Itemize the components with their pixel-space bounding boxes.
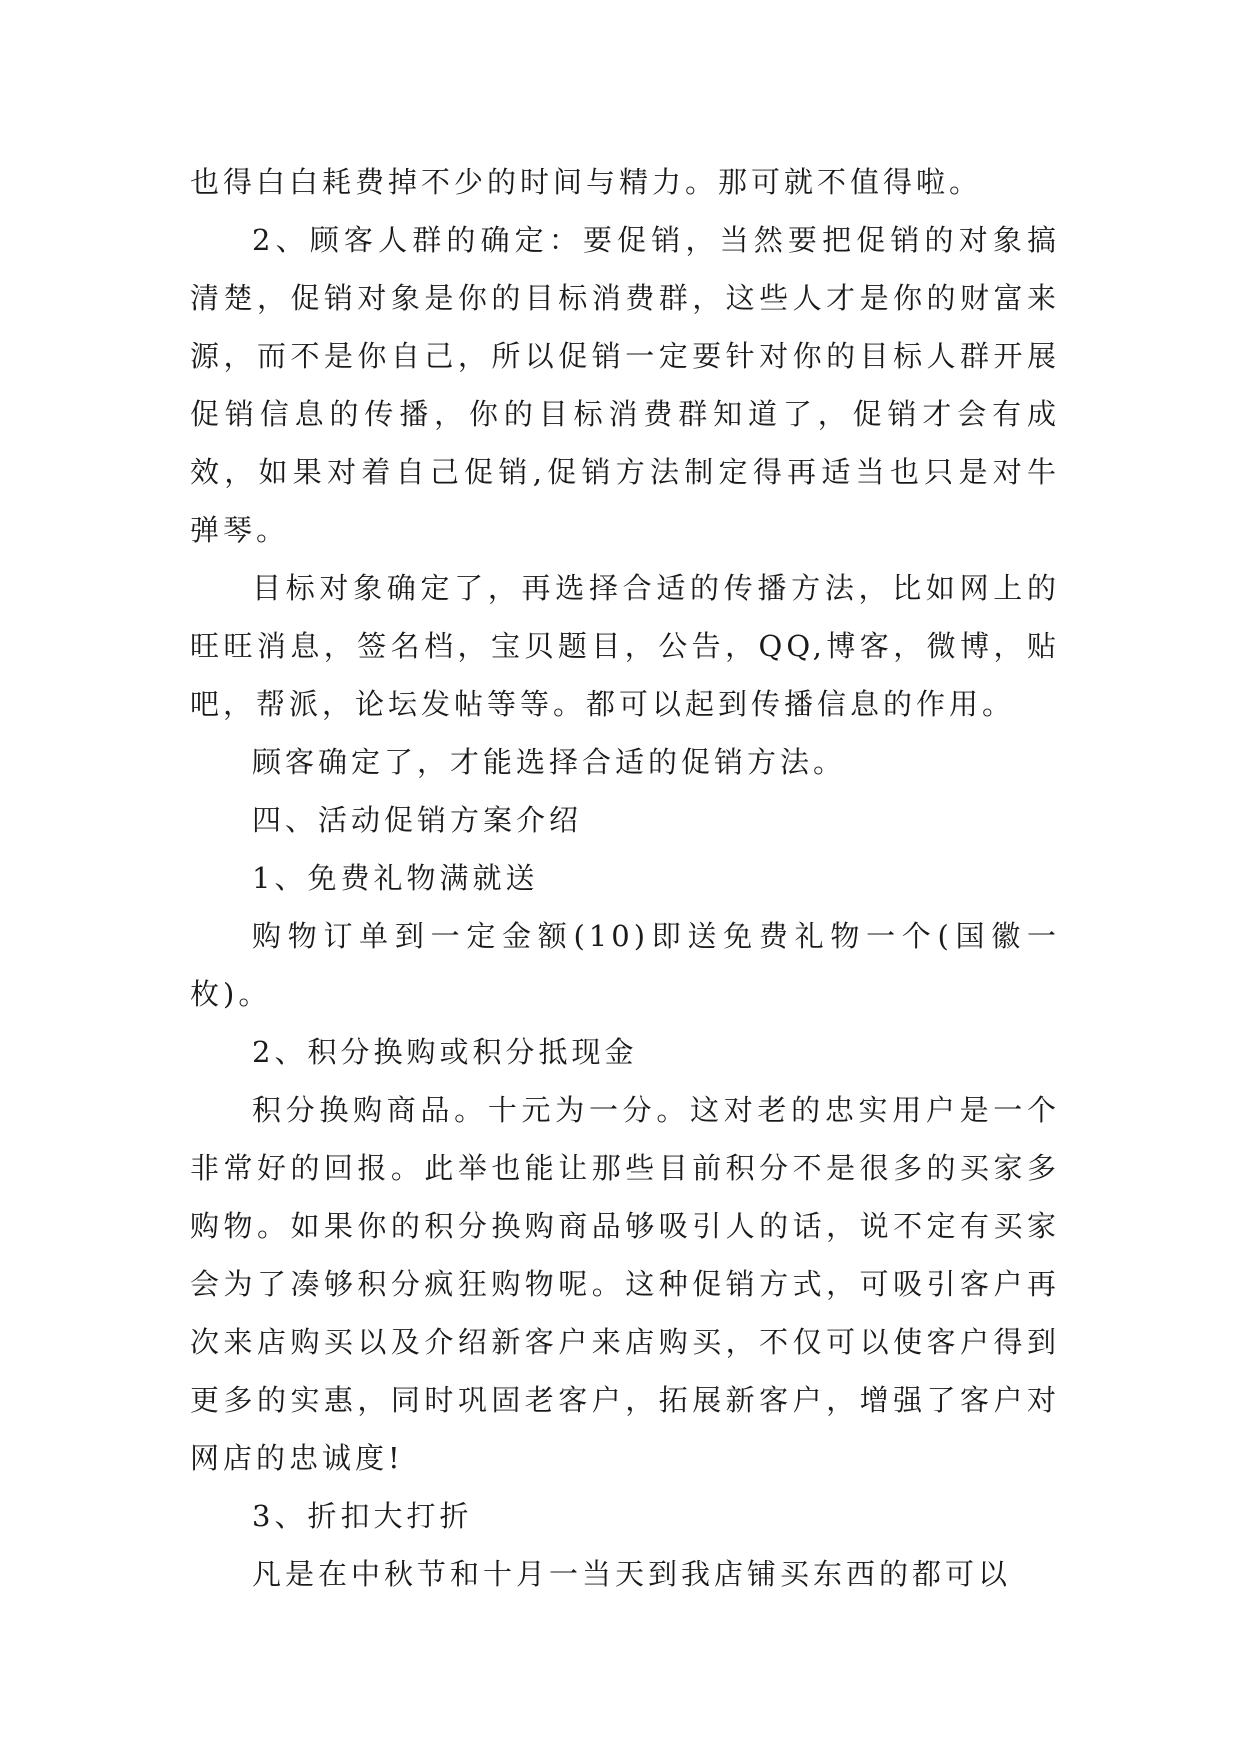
paragraph-free-gift: 购物订单到一定金额(10)即送免费礼物一个(国徽一枚)。 (190, 919, 1060, 1011)
paragraph-target-channels: 目标对象确定了，再选择合适的传播方法，比如网上的旺旺消息，签名档，宝贝题目，公告，QQ,博客，微博，贴吧，帮派，论坛发帖等等。都可以起到传播信息的作用。 (190, 571, 1060, 721)
paragraph-continuation: 也得白白耗费掉不少的时间与精力。那可就不值得啦。 (190, 165, 983, 199)
subheading-free-gift: 1、免费礼物满就送 (252, 861, 539, 895)
subheading-points: 2、积分换购或积分抵现金 (252, 1035, 638, 1069)
paragraph-customer-group: 2、顾客人群的确定：要促销，当然要把促销的对象搞清楚，促销对象是你的目标消费群，这些人才是你的财富来源，而不是你自己，所以促销一定要针对你的目标人群开展促销信息的传播，你的目标消费群知道了，促销才会有成效，如果对着自己促销,促销方法制定得再适当也只是对牛弹琴。 (190, 223, 1060, 547)
paragraph-points: 积分换购商品。十元为一分。这对老的忠实用户是一个非常好的回报。此举也能让那些目前积分不是很多的买家多购物。如果你的积分换购商品够吸引人的话，说不定有买家会为了凑够积分疯狂购物呢。这种促销方式，可吸引客户再次来店购买以及介绍新客户来店购买，不仅可以使客户得到更多的实惠，同时巩固老客户，拓展新客户，增强了客户对网店的忠诚度! (190, 1093, 1060, 1475)
paragraph-discount: 凡是在中秋节和十月一当天到我店铺买东西的都可以 (252, 1557, 1012, 1591)
document-body (190, 153, 1060, 1603)
subheading-discount: 3、折扣大打折 (252, 1499, 473, 1533)
section-heading-4: 四、活动促销方案介绍 (252, 803, 583, 837)
paragraph-customer-confirmed: 顾客确定了，才能选择合适的促销方法。 (252, 745, 847, 779)
